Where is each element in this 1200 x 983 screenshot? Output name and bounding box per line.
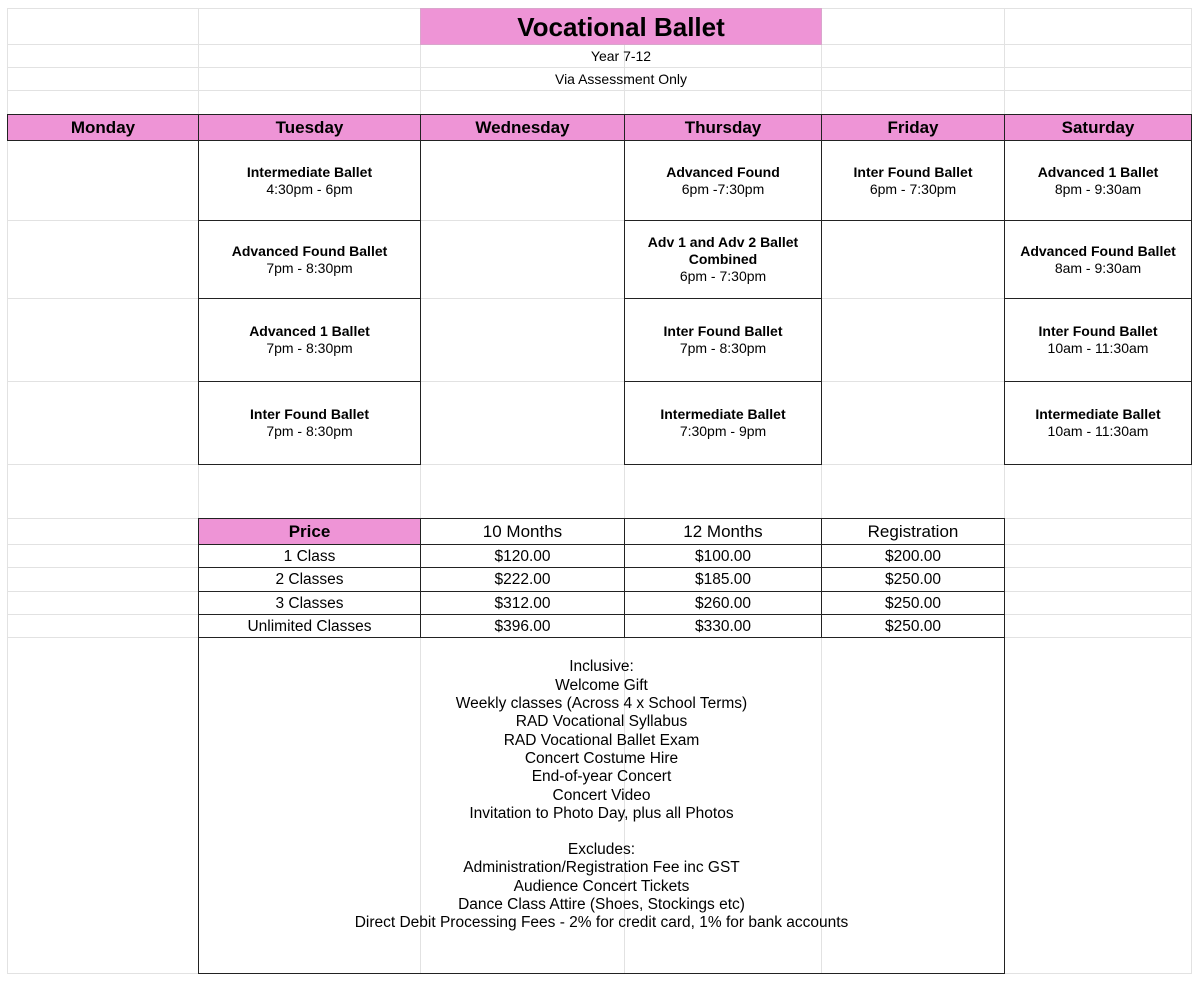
class-slot[interactable] — [624, 220, 822, 299]
class-name: Intermediate Ballet — [1035, 406, 1161, 422]
grid-cell — [821, 90, 1005, 115]
grid-cell — [821, 67, 1005, 91]
grid-cell — [1004, 464, 1192, 519]
day-header-tuesday[interactable] — [198, 114, 421, 141]
price-value: 1 Class — [283, 547, 336, 565]
excludes-item: Direct Debit Processing Fees - 2% for credit card, 1% for bank accounts — [354, 914, 849, 932]
grid-cell — [7, 44, 199, 68]
class-time: 6pm -7:30pm — [681, 180, 765, 197]
class-time: 4:30pm - 6pm — [266, 180, 353, 197]
grid-cell — [420, 381, 625, 465]
day-header-friday[interactable] — [821, 114, 1005, 141]
grid-cell — [420, 220, 625, 299]
grid-cell — [198, 90, 421, 115]
grid-cell — [7, 298, 199, 382]
grid-cell — [7, 567, 199, 592]
price-cell[interactable] — [624, 567, 822, 592]
class-time: 7pm - 8:30pm — [679, 340, 767, 356]
class-name: Intermediate Ballet — [246, 163, 373, 180]
inclusive-item: Concert Video — [552, 786, 651, 804]
day-label: Wednesday — [475, 118, 570, 137]
class-slot[interactable] — [624, 298, 822, 382]
class-time: 7pm - 8:30pm — [266, 423, 353, 439]
class-time: 7pm - 8:30pm — [266, 340, 353, 356]
grid-cell — [821, 381, 1005, 465]
grid-cell — [1004, 544, 1192, 568]
price-cell[interactable] — [420, 614, 625, 638]
price-value: $185.00 — [694, 571, 752, 588]
grid-cell — [7, 591, 199, 615]
class-name: Inter Found Ballet — [853, 163, 973, 180]
grid-cell — [821, 464, 1005, 519]
inclusions-box[interactable] — [198, 637, 1005, 974]
grid-cell — [7, 464, 199, 519]
title-cell[interactable] — [420, 8, 822, 45]
class-name: Advanced 1 Ballet — [249, 323, 370, 339]
price-value: $312.00 — [494, 594, 551, 612]
class-time: 7:30pm - 9pm — [679, 423, 767, 439]
class-name: Advanced Found Ballet — [231, 242, 388, 259]
grid-cell — [420, 140, 625, 221]
price-cell[interactable] — [821, 567, 1005, 592]
price-cell[interactable] — [198, 591, 421, 615]
inclusive-item: RAD Vocational Syllabus — [515, 713, 688, 731]
class-time: 10am - 11:30am — [1047, 423, 1149, 439]
class-name: Intermediate Ballet — [660, 406, 786, 422]
class-slot[interactable] — [624, 381, 822, 465]
grid-cell — [821, 44, 1005, 68]
day-header-wednesday[interactable] — [420, 114, 625, 141]
price-header-label: Registration — [867, 522, 959, 541]
price-cell[interactable] — [420, 591, 625, 615]
grid-cell — [7, 637, 199, 974]
price-value: 2 Classes — [275, 571, 344, 588]
grid-cell — [1004, 8, 1192, 45]
class-slot[interactable] — [1004, 298, 1192, 382]
class-slot[interactable] — [198, 220, 421, 299]
day-header-thursday[interactable] — [624, 114, 822, 141]
note-cell[interactable] — [420, 67, 822, 91]
price-cell[interactable] — [420, 544, 625, 568]
day-label: Friday — [887, 118, 939, 137]
price-value: $260.00 — [694, 594, 752, 612]
price-header-label: Price — [288, 522, 331, 541]
class-slot[interactable] — [1004, 140, 1192, 221]
price-value: $330.00 — [694, 617, 752, 635]
excludes-item: Audience Concert Tickets — [513, 877, 690, 895]
class-slot[interactable] — [198, 298, 421, 382]
price-cell[interactable] — [198, 544, 421, 568]
grid-cell — [624, 90, 822, 115]
price-cell[interactable] — [198, 614, 421, 638]
price-header-label: 12 Months — [683, 522, 763, 541]
price-header-0[interactable] — [198, 518, 421, 545]
class-name: Inter Found Ballet — [1038, 323, 1158, 339]
excludes-item: Dance Class Attire (Shoes, Stockings etc) — [458, 895, 745, 913]
grid-cell — [7, 220, 199, 299]
day-label: Tuesday — [275, 118, 344, 137]
grid-cell — [821, 8, 1005, 45]
grid-cell — [420, 464, 625, 519]
class-name: Inter Found Ballet — [250, 406, 369, 422]
grid-cell — [7, 381, 199, 465]
price-cell[interactable] — [624, 591, 822, 615]
excludes-label: Excludes: — [567, 841, 636, 859]
class-slot[interactable] — [821, 140, 1005, 221]
class-name: Advanced Found — [666, 163, 780, 180]
inclusive-item: Welcome Gift — [555, 676, 648, 694]
grid-cell — [1004, 567, 1192, 592]
grid-cell — [1004, 637, 1192, 974]
class-name: Advanced Found Ballet — [1020, 242, 1176, 259]
page-title: Vocational Ballet — [517, 11, 725, 42]
price-header-label: 10 Months — [482, 522, 563, 541]
grid-cell — [198, 67, 421, 91]
inclusive-label: Inclusive: — [569, 658, 634, 676]
grid-cell — [7, 614, 199, 638]
grid-cell — [420, 90, 625, 115]
day-label: Saturday — [1061, 118, 1135, 137]
inclusive-item: Invitation to Photo Day, plus all Photos — [469, 804, 734, 822]
price-cell[interactable] — [624, 544, 822, 568]
price-cell[interactable] — [624, 614, 822, 638]
price-value: $100.00 — [694, 547, 752, 565]
price-value: Unlimited Classes — [247, 617, 372, 635]
grid-cell — [1004, 67, 1192, 91]
price-cell[interactable] — [821, 591, 1005, 615]
class-time: 10am - 11:30am — [1047, 340, 1149, 356]
price-value: $250.00 — [884, 571, 942, 588]
inclusive-item: RAD Vocational Ballet Exam — [503, 731, 700, 749]
grid-cell — [198, 8, 421, 45]
grid-cell — [7, 67, 199, 91]
class-slot[interactable] — [198, 140, 421, 221]
grid-cell — [7, 544, 199, 568]
price-cell[interactable] — [420, 567, 625, 592]
grid-cell — [198, 44, 421, 68]
price-cell[interactable] — [821, 544, 1005, 568]
price-value: $250.00 — [884, 594, 942, 612]
class-slot[interactable] — [1004, 381, 1192, 465]
assessment-note: Via Assessment Only — [554, 70, 688, 87]
day-header-monday[interactable] — [7, 114, 199, 141]
subtitle: Year 7-12 — [590, 47, 652, 64]
grid-cell — [198, 464, 421, 519]
price-value: $222.00 — [494, 571, 551, 588]
grid-cell — [624, 464, 822, 519]
class-time: 7pm - 8:30pm — [266, 259, 353, 276]
day-label: Thursday — [684, 118, 762, 137]
class-name: Advanced 1 Ballet — [1037, 163, 1159, 180]
day-label: Monday — [70, 118, 136, 137]
class-time: 6pm - 7:30pm — [869, 180, 957, 197]
price-value: 3 Classes — [275, 594, 344, 612]
price-cell[interactable] — [198, 567, 421, 592]
day-header-saturday[interactable] — [1004, 114, 1192, 141]
price-header-2[interactable] — [624, 518, 822, 545]
price-cell[interactable] — [821, 614, 1005, 638]
grid-cell — [821, 220, 1005, 299]
class-name: Adv 1 and Adv 2 Ballet Combined — [647, 234, 799, 267]
inclusive-item: Concert Costume Hire — [524, 749, 679, 767]
class-time: 8am - 9:30am — [1054, 259, 1142, 276]
price-header-3[interactable] — [821, 518, 1005, 545]
price-value: $200.00 — [884, 547, 942, 565]
subtitle-cell[interactable] — [420, 44, 822, 68]
price-value: $396.00 — [494, 617, 551, 635]
class-slot[interactable] — [1004, 220, 1192, 299]
grid-cell — [1004, 44, 1192, 68]
price-header-1[interactable] — [420, 518, 625, 545]
grid-cell — [1004, 90, 1192, 115]
grid-cell — [7, 8, 199, 45]
inclusive-item: Weekly classes (Across 4 x School Terms) — [455, 695, 748, 713]
grid-cell — [420, 298, 625, 382]
grid-cell — [1004, 614, 1192, 638]
excludes-item: Administration/Registration Fee inc GST — [463, 859, 740, 877]
price-value: $250.00 — [884, 617, 942, 635]
class-time: 8pm - 9:30am — [1054, 180, 1142, 197]
grid-cell — [7, 90, 199, 115]
class-time: 6pm - 7:30pm — [679, 268, 767, 284]
inclusive-item: End-of-year Concert — [531, 768, 672, 786]
price-value: $120.00 — [494, 547, 551, 565]
class-slot[interactable] — [624, 140, 822, 221]
grid-cell — [7, 140, 199, 221]
grid-cell — [1004, 591, 1192, 615]
grid-cell — [821, 298, 1005, 382]
grid-cell — [1004, 518, 1192, 545]
class-name: Inter Found Ballet — [663, 323, 783, 339]
class-slot[interactable] — [198, 381, 421, 465]
grid-cell — [7, 518, 199, 545]
